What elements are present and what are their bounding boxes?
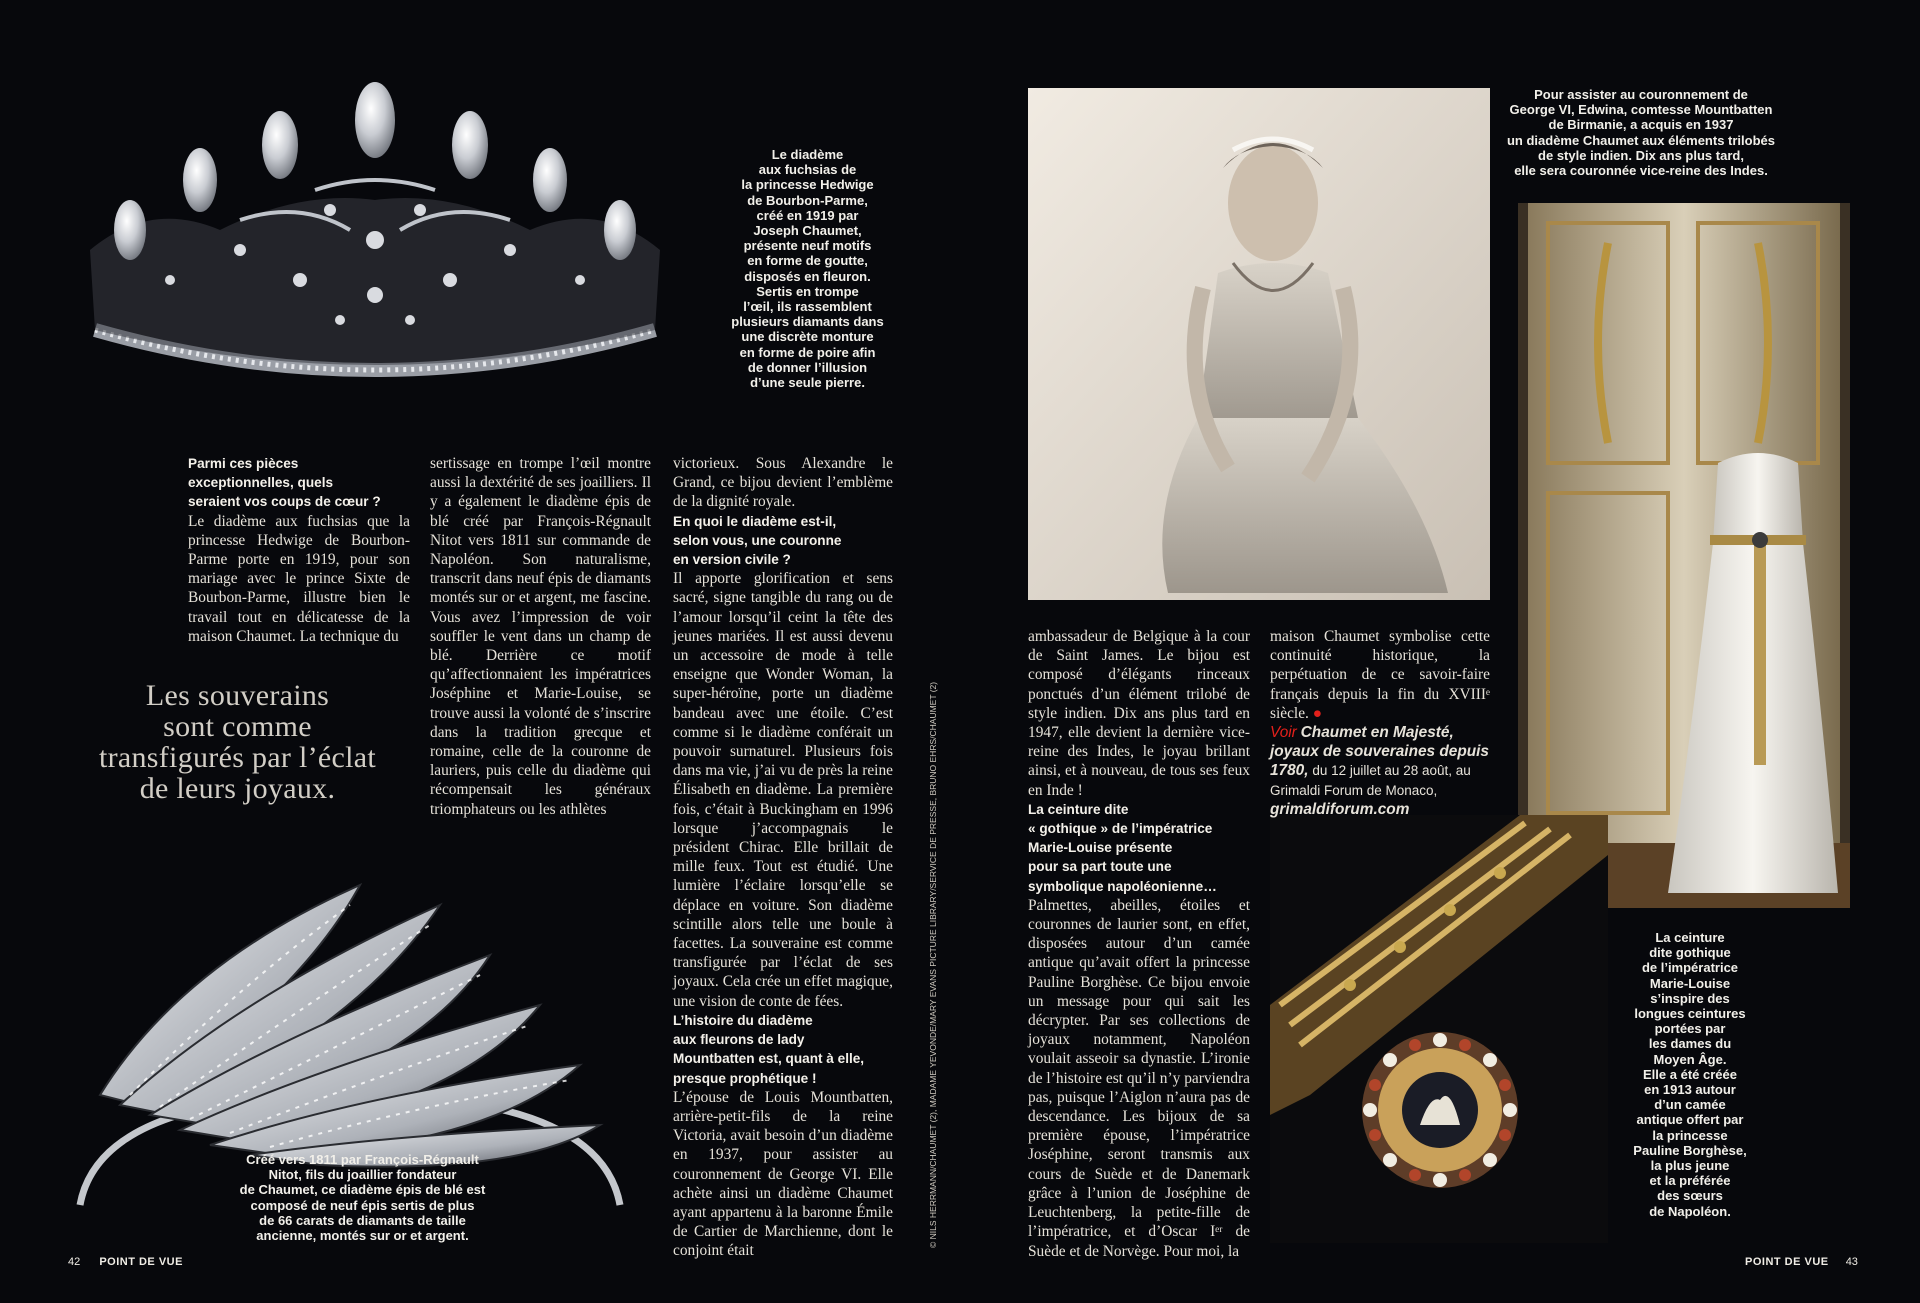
photo-credit: © NILS HERRMANN/CHAUMET (2), MADAME YEVONDE/MARY EVANS PICTURE LIBRARY/SERVICE DE PRESSE, BRUNO EHRS/CHAUMET (2) <box>928 681 938 1248</box>
page-number-right: 43 <box>1845 1256 1858 1268</box>
fuchsia-tiara-photo <box>70 80 680 425</box>
column-3-text-b: Il apporte glorification et sens sacré, signe tangible du rang ou de l’amour lorsqu’il ceint la tête des jeunes mariées. Il est aussi devenu un accessoire de mode à telle enseigne que Wonder Woman, la super-héroïne, porte un diadème bandeau avec une étoile. C’est comme si le diadème conférait un pouvoir surnaturel. Plusieurs fois dans ma vie, j’ai vu de près la reine Élisabeth en diadème. La première fois, c’était à Buckingham en 1996 lorsque j’accompagnais le président Chirac. Elle brillait de mille feux. Tout est étudié. Une lumière l’éclaire lorsqu’elle se déplace en voiture. Son diadème scintille alors telle une boule à facettes. La souveraine est comme transfigurée par l’éclat de ses joyaux. Cela crée un effet magique, une vision de conte de fées. <box>673 570 893 1010</box>
column-2-text: sertissage en trompe l’œil montre aussi la dextérité de ses joailliers. Il y a également le diadème épis de blé créé par François-Régnault Nitot vers 1811 sur commande de Napoléon. Son naturalisme, transcrit dans neuf épis de diamants montés sur or et argent, me fascine. Vous avez l’impression de voir souffler le vent dans un champ de blé. Derrière ce motif qu’affectionnaient les impératrices Joséphine et Marie-Louise, se trouve aussi la volonté de s’inscrire dans la tradition grecque et romaine, celle de la couronne de lauriers, puis celle du diadème qui récompensait les généraux triomphateurs ou les athlètes <box>430 455 651 818</box>
pull-quote: Les souverains sont comme transfigurés par l’éclat de leurs joyaux. <box>98 679 377 805</box>
wheat-tiara-caption: Créé vers 1811 par François-Régnault Nitot, fils du joaillier fondateur de Chaumet, ce diadème épis de blé est composé de neuf épis sertis de plus de 66 carats de diamants de taille ancienne, montés sur or et argent. <box>239 1152 486 1244</box>
page-footer-right <box>1745 1256 1858 1268</box>
article-column-3 <box>673 454 893 1261</box>
column-4-text-b: Palmettes, abeilles, étoiles et couronnes de laurier sont, en effet, disposées autour d’un camée antique qu’avait offert la princesse Pauline Borghèse. Ce bijou envoie un message pour qui sait les décrypter. Par ses collections de joyaux notamment, Napoléon voulait asseoir sa dynastie. L’ironie de l’histoire est qu’il n’y parviendra pas, puisque l’Aiglon n’aura pas de descendance. Les bijoux de sa première épouse, l’impératrice Joséphine, seront transmis aux cours de Suède et de Danemark grâce à l’union de Joséphine de Leuchtenberg, la petite-fille de l’impératrice, et d’Oscar Iᵉʳ de Suède et de Norvège. Pour moi, la <box>1028 896 1250 1260</box>
interview-question-2: En quoi le diadème est-il, selon vous, une couronne en version civile ? <box>673 513 842 568</box>
article-column-1 <box>188 454 410 646</box>
gothic-belt-dress-photo <box>1518 203 1850 908</box>
fuchsia-tiara-caption: Le diadème aux fuchsias de la princesse Hedwige de Bourbon-Parme, créé en 1919 par Joseph Chaumet, présente neuf motifs en forme de goutte, disposés en fleuron. Sertis en trompe l’œil, ils rassemblent plusieurs diamants dans une discrète monture en forme de poire afin de donner l’illusion d’une seule pierre. <box>731 147 884 391</box>
mountbatten-portrait-photo <box>1028 88 1490 600</box>
article-column-5 <box>1270 627 1490 819</box>
article-column-2 <box>430 454 651 819</box>
column-5-text: maison Chaumet symbolise cette continuité historique, la perpétuation de ce savoir-faire français depuis la fin du XVIIIᵉ siècle. <box>1270 628 1490 722</box>
interview-question-4: La ceinture dite « gothique » de l’impératrice Marie-Louise présente pour sa part toute une symbolique napoléonienne… <box>1028 801 1217 894</box>
page-footer-left <box>68 1256 183 1268</box>
voir-label: Voir <box>1270 724 1297 742</box>
interview-question-3: L’histoire du diadème aux fleurons de lady Mountbatten est, quant à elle, presque prophétique ! <box>673 1012 865 1086</box>
gothic-belt-cameo-photo <box>1270 815 1608 1243</box>
exhibition-website-link[interactable]: grimaldiforum.com <box>1270 800 1410 818</box>
end-of-article-mark: ● <box>1312 704 1323 722</box>
brand-logo-left: POINT DE VUE <box>99 1256 183 1268</box>
interview-question-1: Parmi ces pièces exceptionnelles, quels seraient vos coups de cœur ? <box>188 456 381 510</box>
page-number-left: 42 <box>68 1256 81 1268</box>
article-column-4 <box>1028 627 1250 1261</box>
gothic-belt-caption: La ceinture dite gothique de l’impératrice Marie-Louise s’inspire des longues ceintures portées par les dames du Moyen Âge. Elle a été créée en 1913 autour d’un camée antique offert par la princesse Pauline Borghèse, la plus jeune et la préférée des sœurs de Napoléon. <box>1633 930 1747 1219</box>
mountbatten-caption: Pour assister au couronnement de George VI, Edwina, comtesse Mountbatten de Birmanie, a acquis en 1937 un diadème Chaumet aux éléments trilobés de style indien. Dix ans plus tard, elle sera couronnée vice-reine des Indes. <box>1506 87 1776 179</box>
column-3-text-c: L’épouse de Louis Mountbatten, arrière-petit-fils de la reine Victoria, avait besoin d’un diadème en 1937, pour assister au couronnement de George VI. Elle achète ainsi un diadème Chaumet ayant appartenu à la baronne Émile de Cartier de Marchienne, dont le conjoint était <box>673 1088 893 1260</box>
brand-logo-right: POINT DE VUE <box>1745 1256 1829 1268</box>
column-3-text-a: victorieux. Sous Alexandre le Grand, ce bijou devient l’emblème de la dignité royale. <box>673 455 893 511</box>
column-1-text: Le diadème aux fuchsias que la princesse Hedwige de Bourbon-Parme porte en 1919, pour son mariage avec le prince Sixte de Bourbon-Parme, illustre bien le travail tout en délicatesse de la maison Chaumet. La technique du <box>188 512 410 645</box>
exhibition-dates: du 12 juillet au 28 août, au Grimaldi Forum de Monaco, <box>1270 763 1471 798</box>
exhibition-title: Chaumet en Majesté, joyaux de souveraines depuis 1780, <box>1270 724 1489 780</box>
column-4-text-a: ambassadeur de Belgique à la cour de Saint James. Le bijou est composé d’élégants rinceaux ponctués d’un élément trilobé de style indien. Dix ans plus tard en 1947, elle devient la dernière vice-reine des Indes, le joyau brillant ainsi, et à nouveau, de tous ses feux en Inde ! <box>1028 628 1250 799</box>
